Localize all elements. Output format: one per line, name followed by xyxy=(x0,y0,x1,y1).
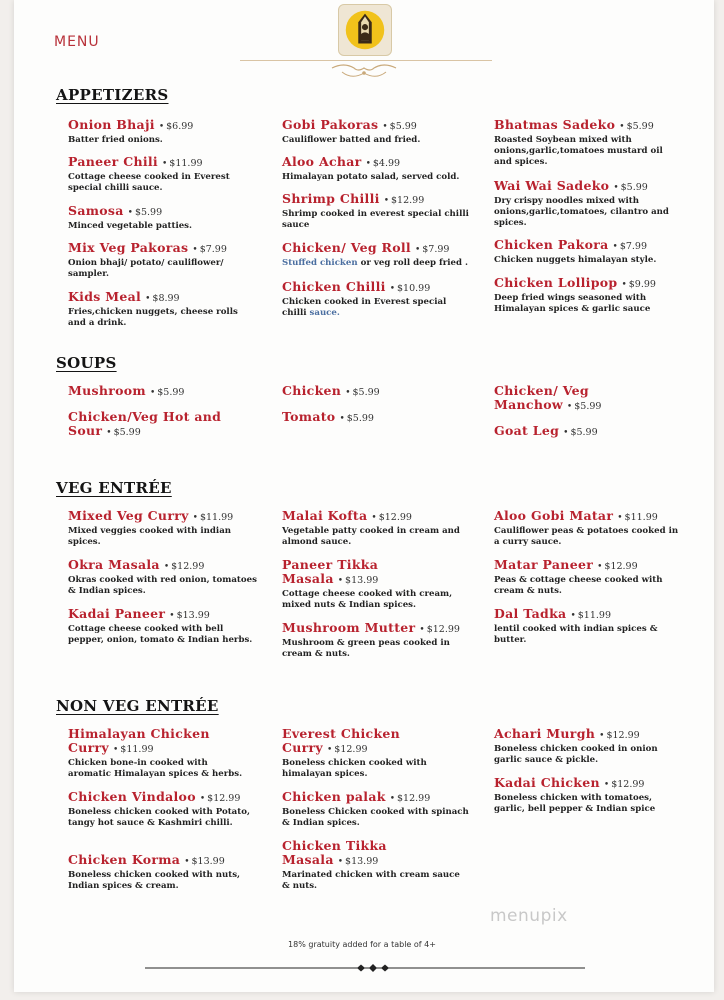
item-name: Chicken Korma xyxy=(68,852,181,867)
item-name: Wai Wai Sadeko xyxy=(494,178,610,193)
menu-item: Mushroom • $5.99 xyxy=(68,383,185,398)
item-name: Himalayan Chicken Curry xyxy=(68,726,210,755)
item-name: Chicken Pakora xyxy=(494,237,609,252)
item-description: Boneless chicken cooked in onion garlic sauce & pickle. xyxy=(494,744,658,765)
item-name: Tomato xyxy=(282,409,336,424)
item-name: Kadai Chicken xyxy=(494,775,600,790)
gratuity-note: 18% gratuity added for a table of 4+ xyxy=(288,940,436,949)
item-price: $11.99 xyxy=(169,158,203,169)
item-price: $13.99 xyxy=(345,575,379,586)
menu-item: Okra Masala • $12.99 Okras cooked with red onion, tomatoes & Indian spices. xyxy=(68,558,260,597)
item-description-rest: or veg roll deep fried . xyxy=(357,258,468,268)
menu-item: Chicken palak • $12.99 Boneless Chicken cooked with spinach & Indian spices. xyxy=(282,790,474,829)
menu-item: Dal Tadka • $11.99 lentil cooked with indian spices & butter. xyxy=(494,607,674,646)
item-name: Bhatmas Sadeko xyxy=(494,117,616,132)
menu-item: Achari Murgh • $12.99 Boneless chicken cooked in onion garlic sauce & pickle. xyxy=(494,727,664,766)
item-price: $5.99 xyxy=(134,207,163,218)
menu-item: Chicken Lollipop • $9.99 Deep fried wings seasoned with Himalayan spices & garlic sauce xyxy=(494,276,674,315)
item-name: Chicken Lollipop xyxy=(494,275,618,290)
item-description: Cottage cheese cooked in Everest special chilli sauce. xyxy=(68,172,230,193)
section-title-veg-entree: VEG ENTRÉE xyxy=(56,479,172,497)
menu-item: Kids Meal • $8.99 Fries,chicken nuggets, cheese rolls and a drink. xyxy=(68,290,253,329)
menu-heading: MENU xyxy=(54,34,100,50)
diamond-divider-icon xyxy=(145,957,585,965)
item-description-main: Chicken cooked in Everest special chilli xyxy=(282,297,447,318)
item-price: $11.99 xyxy=(624,512,658,523)
item-description: Cottage cheese cooked with cream, mixed nuts & Indian spices. xyxy=(282,589,453,610)
item-name: Samosa xyxy=(68,203,124,218)
item-name: Shrimp Chilli xyxy=(282,191,380,206)
item-price: $7.99 xyxy=(619,241,648,252)
item-description-accent: Stuffed chicken xyxy=(282,258,358,268)
item-price: $12.99 xyxy=(334,744,368,755)
menu-item: Mushroom Mutter • $12.99 Mushroom & green peas cooked in cream & nuts. xyxy=(282,621,462,660)
item-price: $9.99 xyxy=(628,279,656,290)
item-description-accent: sauce. xyxy=(309,308,340,318)
item-price: $13.99 xyxy=(345,856,379,867)
item-price: $5.99 xyxy=(620,182,648,193)
item-price: $12.99 xyxy=(397,793,431,804)
menu-item: Paneer Tikka Masala • $13.99 Cottage cheese cooked with cream, mixed nuts & Indian spices. xyxy=(282,558,462,611)
item-description: Peas & cottage cheese cooked with cream & nuts. xyxy=(494,575,663,596)
item-name: Kadai Paneer xyxy=(68,606,166,621)
menu-item: Chicken Tikka Masala • $13.99 Marinated chicken with cream sauce & nuts. xyxy=(282,839,470,892)
item-price: $12.99 xyxy=(606,730,640,741)
watermark: menupix xyxy=(490,906,568,926)
item-description: Cauliflower peas & potatoes cooked in a curry sauce. xyxy=(494,526,679,547)
item-price: $5.99 xyxy=(570,427,598,438)
item-description: Fries,chicken nuggets, cheese rolls and a drink. xyxy=(68,307,238,328)
item-description: Boneless chicken cooked with himalayan spices. xyxy=(282,758,427,779)
menu-item: Chicken Pakora • $7.99 Chicken nuggets himalayan style. xyxy=(494,238,674,266)
item-name: Achari Murgh xyxy=(494,726,596,741)
ornament-flourish-icon xyxy=(328,60,400,82)
menu-item: Malai Kofta • $12.99 Vegetable patty cooked in cream and almond sauce. xyxy=(282,509,468,548)
item-price: $12.99 xyxy=(426,624,460,635)
item-price: $7.99 xyxy=(199,244,227,255)
item-description: Marinated chicken with cream sauce & nuts. xyxy=(282,870,460,891)
item-description: Shrimp cooked in everest special chilli sauce xyxy=(282,209,469,230)
item-price: $12.99 xyxy=(171,561,205,572)
menu-item: Chicken/Veg Hot and Sour • $5.99 xyxy=(68,409,222,438)
menu-item: Chicken Korma • $13.99 Boneless chicken cooked with nuts, Indian spices & cream. xyxy=(68,853,258,892)
item-name: Matar Paneer xyxy=(494,557,594,572)
item-name: Onion Bhaji xyxy=(68,117,155,132)
item-name: Mix Veg Pakoras xyxy=(68,240,189,255)
item-price: $10.99 xyxy=(397,283,431,294)
item-description: Cauliflower batted and fried. xyxy=(282,135,421,145)
item-price: $12.99 xyxy=(207,793,241,804)
item-description xyxy=(282,297,462,319)
item-description: Onion bhaji/ potato/ cauliflower/ sampler. xyxy=(68,258,224,279)
item-name: Everest Chicken Curry xyxy=(282,726,401,755)
item-description: Okras cooked with red onion, tomatoes & Indian spices. xyxy=(68,575,257,596)
item-name: Chicken Chilli xyxy=(282,279,386,294)
menu-item: Mixed Veg Curry • $11.99 Mixed veggies cooked with indian spices. xyxy=(68,509,264,548)
item-description: Mixed veggies cooked with indian spices. xyxy=(68,526,232,547)
item-description: Boneless Chicken cooked with spinach & Indian spices. xyxy=(282,807,469,828)
item-price: $5.99 xyxy=(113,427,141,438)
item-name: Dal Tadka xyxy=(494,606,567,621)
item-name: Chicken/ Veg Manchow xyxy=(494,383,589,412)
item-name: Chicken xyxy=(282,383,342,398)
item-price: $5.99 xyxy=(346,413,374,424)
item-price: $5.99 xyxy=(352,387,380,398)
menu-item: Kadai Paneer • $13.99 Cottage cheese cooked with bell pepper, onion, tomato & Indian herbs. xyxy=(68,607,258,646)
item-description: Chicken nuggets himalayan style. xyxy=(494,255,657,265)
item-price: $8.99 xyxy=(152,293,180,304)
item-price: $5.99 xyxy=(626,121,654,132)
item-description: lentil cooked with indian spices & butter. xyxy=(494,624,658,645)
item-name: Mixed Veg Curry xyxy=(68,508,189,523)
item-description: Batter fried onions. xyxy=(68,135,163,145)
item-description: Boneless chicken with tomatoes, garlic, bell pepper & Indian spice xyxy=(494,793,656,814)
item-description: Mushroom & green peas cooked in cream & nuts. xyxy=(282,638,450,659)
item-description: Boneless chicken cooked with nuts, Indian spices & cream. xyxy=(68,870,241,891)
menu-item: Himalayan Chicken Curry • $11.99 Chicken bone-in cooked with aromatic Himalayan spices & herbs. xyxy=(68,726,243,779)
item-description: Chicken bone-in cooked with aromatic Himalayan spices & herbs. xyxy=(68,758,243,779)
item-price: $12.99 xyxy=(611,779,645,790)
section-title-non-veg-entree: NON VEG ENTRÉE xyxy=(56,697,219,715)
item-price: $11.99 xyxy=(120,744,154,755)
item-description: Deep fried wings seasoned with Himalayan spices & garlic sauce xyxy=(494,293,651,314)
menu-item: Chicken Chilli • $10.99 Chicken cooked in Everest special chilli sauce. xyxy=(282,280,462,319)
item-price: $12.99 xyxy=(604,561,638,572)
menu-item: Bhatmas Sadeko • $5.99 Roasted Soybean mixed with onions,garlic,tomatoes mustard oil and spices. xyxy=(494,118,672,168)
item-price: $7.99 xyxy=(422,244,450,255)
item-price: $13.99 xyxy=(176,610,210,621)
item-description: Roasted Soybean mixed with onions,garlic,tomatoes mustard oil and spices. xyxy=(494,135,663,167)
menu-item: Samosa • $5.99 Minced vegetable patties. xyxy=(68,204,264,232)
item-name: Gobi Pakoras xyxy=(282,117,379,132)
menu-item: Tomato • $5.99 xyxy=(282,409,374,424)
menu-item: Chicken/ Veg Roll • $7.99 Stuffed chicken or veg roll deep fried . xyxy=(282,241,478,269)
menu-item: Everest Chicken Curry • $12.99 Boneless chicken cooked with himalayan spices. xyxy=(282,727,468,780)
menu-item: Mix Veg Pakoras • $7.99 Onion bhaji/ potato/ cauliflower/ sampler. xyxy=(68,241,248,280)
menu-item: Goat Leg • $5.99 xyxy=(494,423,598,438)
item-description: Vegetable patty cooked in cream and almond sauce. xyxy=(282,526,460,547)
item-price: $5.99 xyxy=(157,387,185,398)
item-name: Chicken/Veg Hot and Sour xyxy=(68,409,222,438)
item-price: $13.99 xyxy=(191,856,225,867)
menu-item: Chicken Vindaloo • $12.99 Boneless chicken cooked with Potato, tangy hot sauce & Kashmiri chilli. xyxy=(68,790,258,829)
restaurant-logo-icon xyxy=(338,4,392,56)
item-price: $11.99 xyxy=(199,512,234,523)
section-title-soups: SOUPS xyxy=(56,354,117,372)
item-name: Aloo Gobi Matar xyxy=(494,508,614,523)
menu-item: Kadai Chicken • $12.99 Boneless chicken with tomatoes, garlic, bell pepper & Indian spice xyxy=(494,776,674,815)
menu-item: Aloo Achar • $4.99 Himalayan potato salad, served cold. xyxy=(282,155,478,183)
item-price: $5.99 xyxy=(389,121,417,132)
item-name: Mushroom xyxy=(68,383,146,398)
item-description: Cottage cheese cooked with bell pepper, onion, tomato & Indian herbs. xyxy=(68,624,253,645)
item-name: Okra Masala xyxy=(68,557,160,572)
menu-item: Onion Bhaji • $6.99 Batter fried onions. xyxy=(68,118,264,146)
menu-item: Shrimp Chilli • $12.99 Shrimp cooked in everest special chilli sauce xyxy=(282,192,478,231)
item-description xyxy=(282,258,478,269)
item-name: Malai Kofta xyxy=(282,508,368,523)
item-price: $12.99 xyxy=(391,195,425,206)
item-name: Mushroom Mutter xyxy=(282,620,416,635)
menu-item: Chicken • $5.99 xyxy=(282,383,380,398)
item-price: $11.99 xyxy=(577,610,612,621)
item-name: Chicken Vindaloo xyxy=(68,789,196,804)
item-price: $4.99 xyxy=(372,158,401,169)
item-name: Aloo Achar xyxy=(282,154,362,169)
menu-item: Chicken/ Veg Manchow • $5.99 xyxy=(494,383,602,412)
menu-item: Aloo Gobi Matar • $11.99 Cauliflower peas & potatoes cooked in a curry sauce. xyxy=(494,509,684,548)
menu-item: Gobi Pakoras • $5.99 Cauliflower batted and fried. xyxy=(282,118,478,146)
menu-item: Matar Paneer • $12.99 Peas & cottage cheese cooked with cream & nuts. xyxy=(494,558,674,597)
menu-item: Paneer Chili • $11.99 Cottage cheese cooked in Everest special chilli sauce. xyxy=(68,155,258,194)
item-name: Chicken Tikka Masala xyxy=(282,838,387,867)
item-description: Minced vegetable patties. xyxy=(68,221,193,231)
item-description: Dry crispy noodles mixed with onions,garlic,tomatoes, cilantro and spices. xyxy=(494,196,669,228)
item-description: Boneless chicken cooked with Potato, tangy hot sauce & Kashmiri chilli. xyxy=(68,807,250,828)
menu-item: Wai Wai Sadeko • $5.99 Dry crispy noodles mixed with onions,garlic,tomatoes, cilantro and spices. xyxy=(494,179,674,229)
section-title-appetizers: APPETIZERS xyxy=(56,86,169,104)
item-name: Goat Leg xyxy=(494,423,560,438)
item-name: Chicken/ Veg Roll xyxy=(282,240,411,255)
item-name: Paneer Tikka Masala xyxy=(282,557,379,586)
item-name: Chicken palak xyxy=(282,789,386,804)
item-price: $6.99 xyxy=(166,121,194,132)
item-price: $5.99 xyxy=(574,401,602,412)
item-name: Kids Meal xyxy=(68,289,142,304)
item-price: $12.99 xyxy=(378,512,412,523)
item-name: Paneer Chili xyxy=(68,154,158,169)
item-description: Himalayan potato salad, served cold. xyxy=(282,172,460,182)
